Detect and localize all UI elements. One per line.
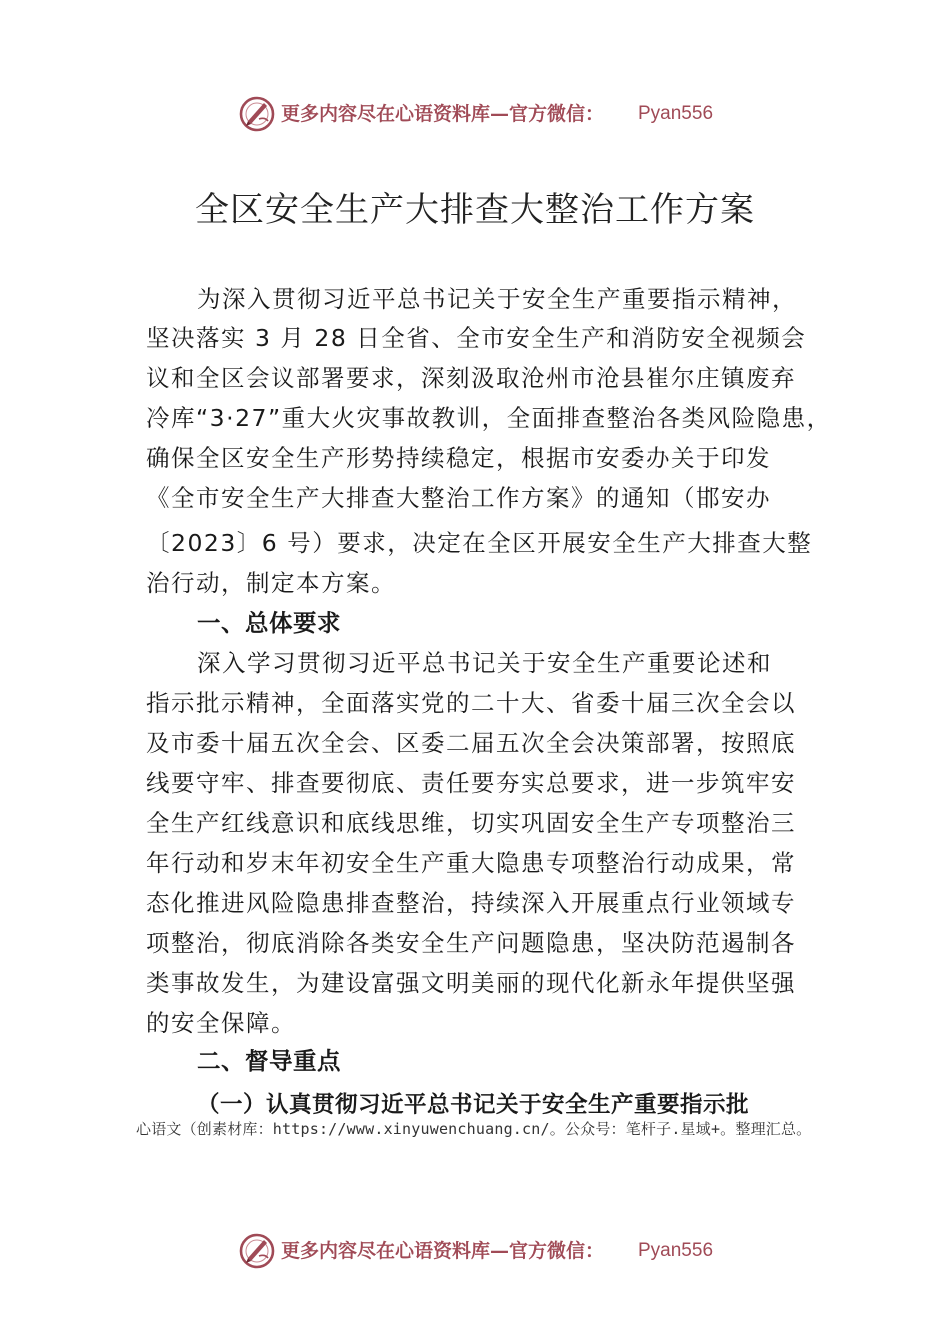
para-line: 为深入贯彻习近平总书记关于安全生产重要指示精神， <box>197 285 797 313</box>
section-heading-2: 二、督导重点 <box>197 1047 341 1075</box>
para-line: 年行动和岁末年初安全生产重大隐患专项整治行动成果，常 <box>146 849 796 877</box>
section-heading-1: 一、总体要求 <box>197 609 341 637</box>
para-line: 全生产红线意识和底线思维，切实巩固安全生产专项整治三 <box>146 809 796 837</box>
para-line: 及市委十届五次全会、区委二届五次全会决策部署，按照底 <box>146 729 796 757</box>
subsection-heading-1: （一）认真贯彻习近平总书记关于安全生产重要指示批 <box>197 1092 750 1118</box>
source-footnote: 心语文（创素材库：https://www.xinyuwenchuang.cn/。公众号：笔杆子.星域+。整理汇总。 <box>136 1120 812 1138</box>
para-line: 冷库“3·27”重大火灾事故教训，全面排查整治各类风险隐患， <box>146 404 832 432</box>
para-line: 深入学习贯彻习近平总书记关于安全生产重要论述和 <box>197 649 772 677</box>
para-line: 坚决落实 3 月 28 日全省、全市安全生产和消防安全视频会 <box>146 324 807 352</box>
para-line: 态化推进风险隐患排查整治，持续深入开展重点行业领域专 <box>146 889 796 917</box>
header-banner <box>0 93 950 137</box>
para-line: 确保全区安全生产形势持续稳定，根据市安委办关于印发 <box>146 444 771 472</box>
para-line: 〔2023〕6 号）要求，决定在全区开展安全生产大排查大整 <box>146 529 813 557</box>
document-title: 全区安全生产大排查大整治工作方案 <box>195 190 755 230</box>
pen-logo-icon <box>238 95 276 133</box>
para-line: 线要守牢、排查要彻底、责任要夯实总要求，进一步筑牢安 <box>146 769 796 797</box>
para-line: 议和全区会议部署要求，深刻汲取沧州市沧县崔尔庄镇废弃 <box>146 364 796 392</box>
banner-text: 更多内容尽在心语资料库—官方微信： <box>281 1240 605 1262</box>
banner-wechat-id: Pyan556 <box>638 103 714 124</box>
para-line: 《全市安全生产大排查大整治工作方案》的通知（邯安办 <box>146 484 771 512</box>
para-line: 项整治，彻底消除各类安全生产问题隐患，坚决防范遏制各 <box>146 929 796 957</box>
para-line: 类事故发生，为建设富强文明美丽的现代化新永年提供坚强 <box>146 969 796 997</box>
para-line: 的安全保障。 <box>146 1009 296 1037</box>
para-line: 指示批示精神，全面落实党的二十大、省委十届三次全会以 <box>146 689 796 717</box>
banner-wechat-id: Pyan556 <box>638 1240 714 1261</box>
pen-logo-icon <box>238 1232 276 1270</box>
footer-banner <box>0 1230 950 1274</box>
banner-text: 更多内容尽在心语资料库—官方微信： <box>281 103 605 125</box>
para-line: 治行动，制定本方案。 <box>146 569 396 597</box>
